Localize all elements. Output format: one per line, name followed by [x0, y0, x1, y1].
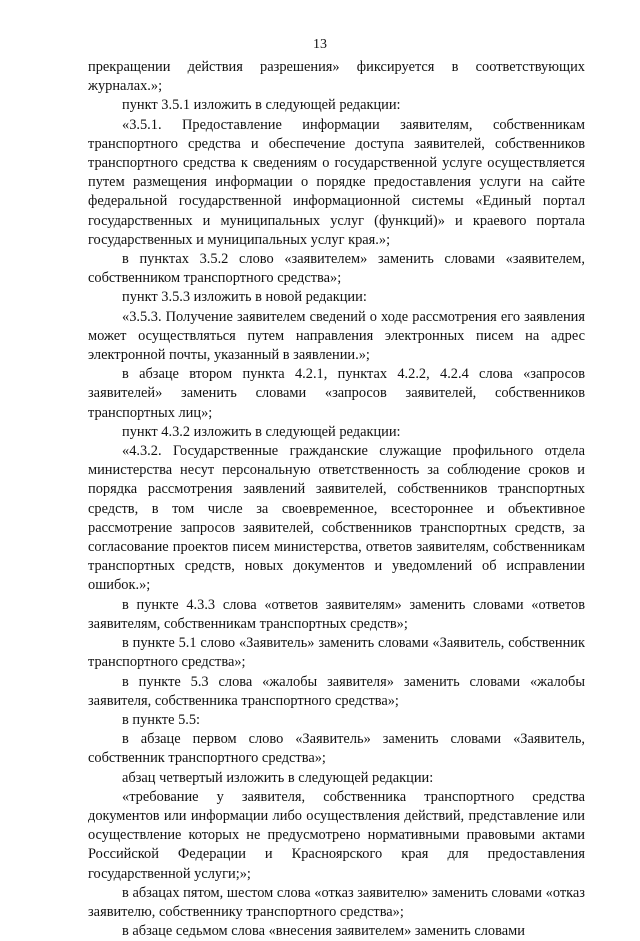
page-number: 13: [313, 37, 327, 52]
paragraph: пункт 4.3.2 изложить в следующей редакции:: [122, 423, 401, 440]
paragraph: «требование у заявителя, собственника транспортного средства документов или информации либо осуществления действий, представление или осуществление которых не предусмотрено нормативными правовыми актами Российской Федерации и Красноярского края для предоставления государственной услуги;»;: [88, 788, 585, 882]
paragraph: пункт 3.5.1 изложить в следующей редакции:: [122, 97, 401, 114]
paragraph: прекращении действия разрешения» фиксируется в соответствующих журналах.»;: [88, 59, 585, 95]
paragraph: в абзаце седьмом слова «внесения заявителем» заменить словами: [122, 923, 525, 940]
paragraph: абзац четвертый изложить в следующей редакции:: [122, 769, 434, 786]
paragraph: «4.3.2. Государственные гражданские служащие профильного отдела министерства несут персональную ответственность за соблюдение сроков и порядка рассмотрения заявлений заявителей, собственников транспортных средств, в том числе за своевременное, всестороннее и объективное рассмотрение запросов заявителей, собственников транспортных средств, за согласование проектов писем министерства, ответов заявителям, собственникам транспортных средств, новых документов и уведомлений об исправлении ошибок.»;: [88, 443, 585, 594]
paragraph: в абзаце первом слово «Заявитель» заменить словами «Заявитель, собственник транспортного средства»;: [88, 731, 585, 767]
paragraph: в пункте 5.1 слово «Заявитель» заменить словами «Заявитель, собственник транспортного средства»;: [88, 635, 585, 671]
paragraph: в пункте 5.5:: [122, 711, 201, 728]
document-body: [88, 58, 585, 941]
paragraph: «3.5.3. Получение заявителем сведений о ходе рассмотрения его заявления может осуществляться путем направления электронных писем на адрес электронной почты, указанный в заявлении.»;: [88, 308, 585, 364]
paragraph: в пункте 5.3 слова «жалобы заявителя» заменить словами «жалобы заявителя, собственника транспортного средства»;: [88, 673, 585, 709]
paragraph: в абзаце втором пункта 4.2.1, пунктах 4.2.2, 4.2.4 слова «запросов заявителей» заменить словами «запросов заявителей, собственников транспортных лиц»;: [88, 366, 585, 421]
paragraph: в пунктах 3.5.2 слово «заявителем» заменить словами «заявителем, собственником транспортного средства»;: [88, 251, 585, 287]
paragraph: «3.5.1. Предоставление информации заявителям, собственникам транспортного средства и обеспечение доступа заявителей, собственников транспортного средства к сведениям о государственной услуге осуществляется путем размещения информации о порядке предоставления услуги на сайте федеральной государственной информационной системы «Единый портал государственных и муниципальных услуг (функций)» и краевого портала государственных и муниципальных услуг края.»;: [88, 116, 585, 248]
paragraph: в абзацах пятом, шестом слова «отказ заявителю» заменить словами «отказ заявителю, собственнику транспортного средства»;: [88, 884, 585, 920]
paragraph: пункт 3.5.3 изложить в новой редакции:: [122, 289, 367, 306]
paragraph: в пункте 4.3.3 слова «ответов заявителям» заменить словами «ответов заявителям, собственникам транспортных средств»;: [88, 596, 585, 632]
